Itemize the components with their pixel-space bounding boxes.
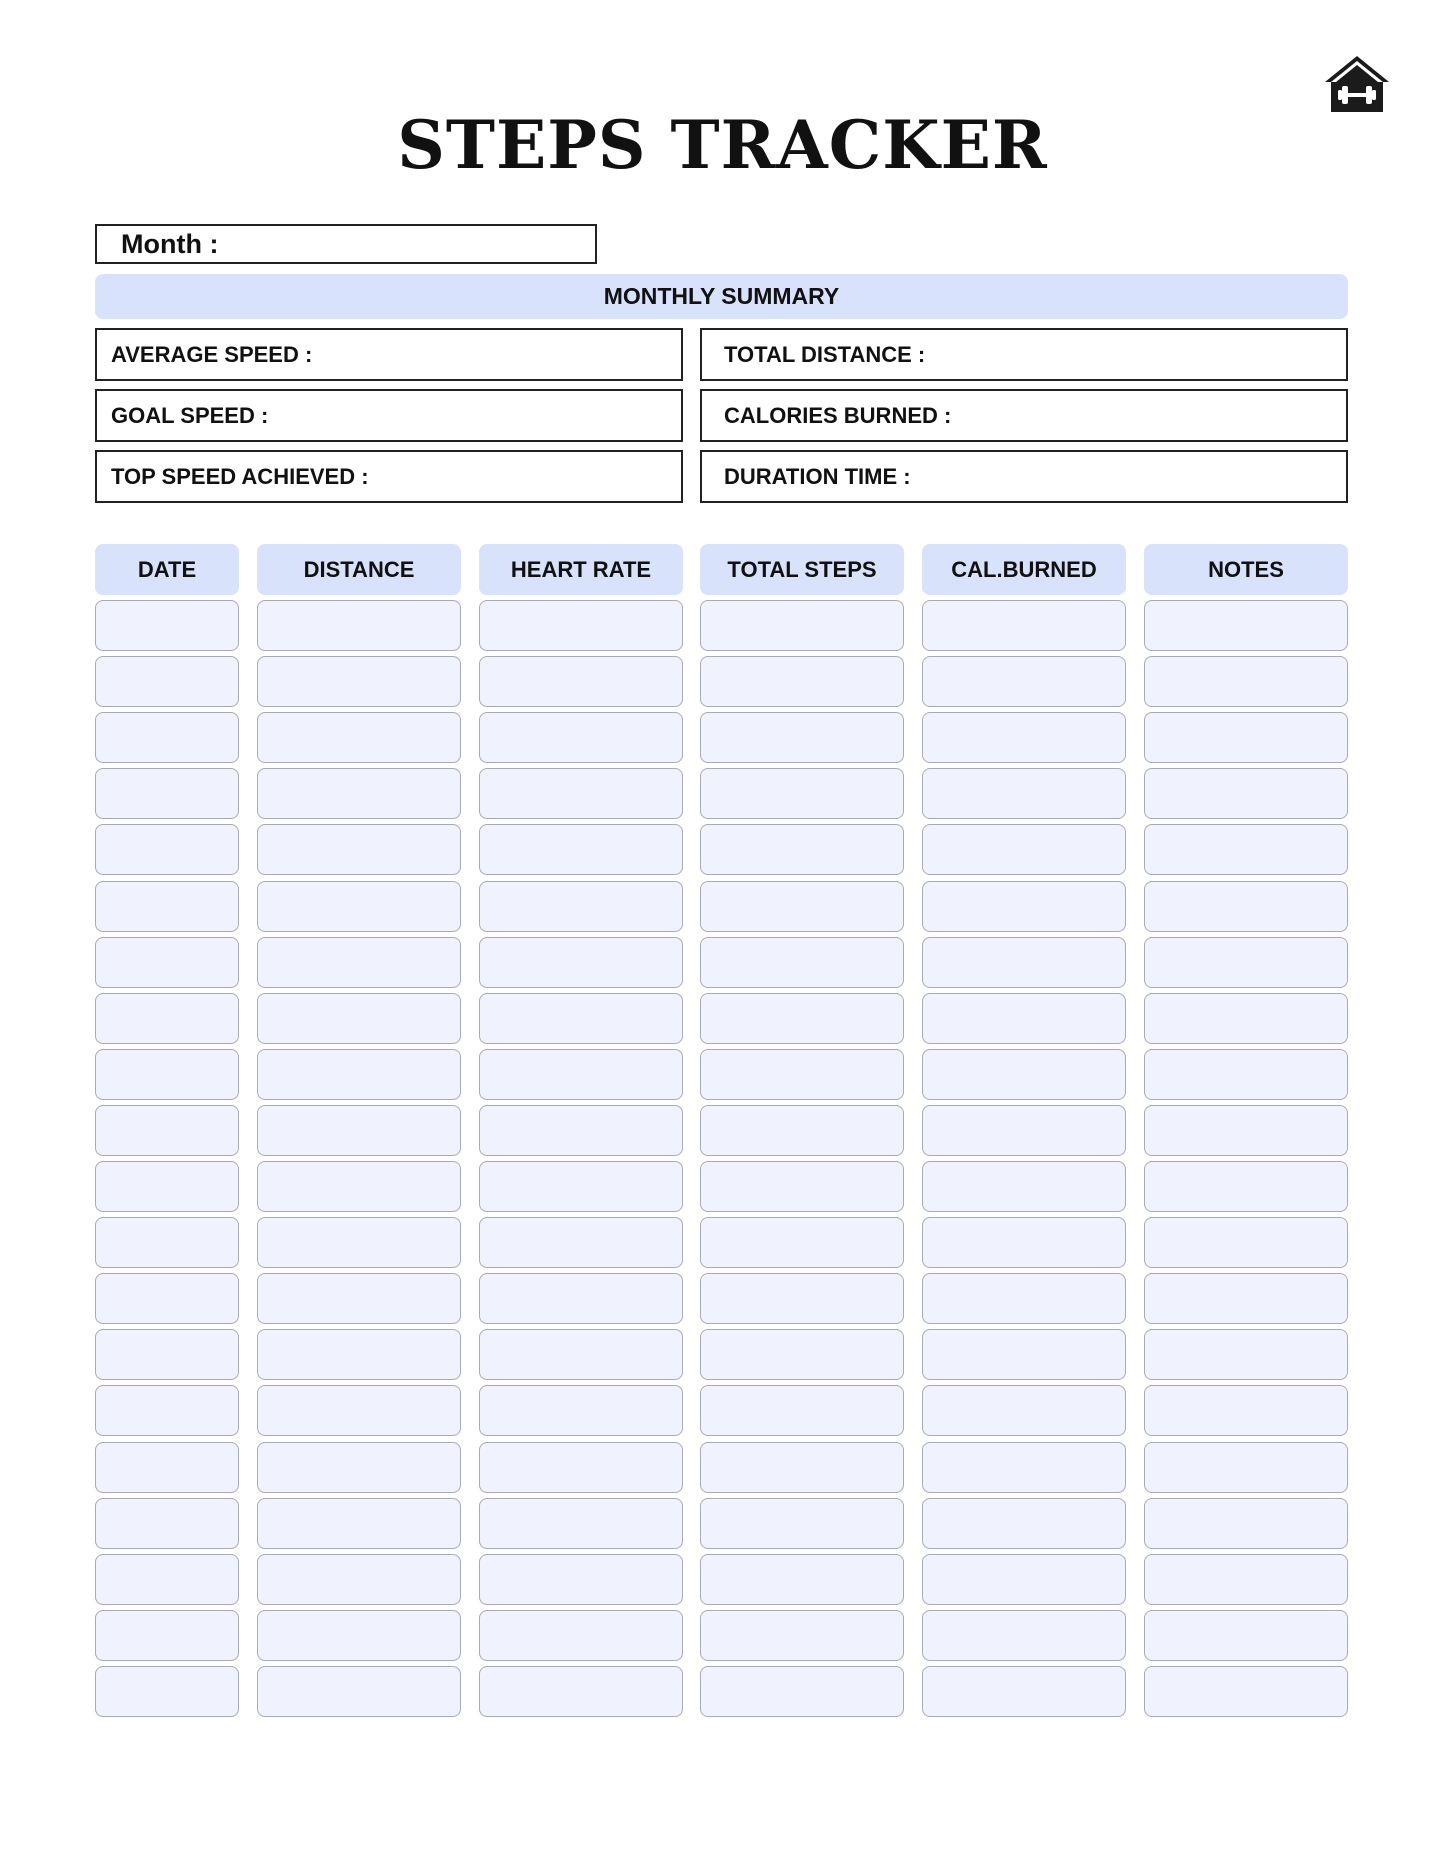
cell-distance[interactable] — [257, 993, 461, 1044]
cell-distance[interactable] — [257, 768, 461, 819]
goal-speed-field[interactable] — [95, 389, 683, 442]
cell-heart-rate[interactable] — [479, 937, 683, 988]
cell-total-steps[interactable] — [700, 1217, 904, 1268]
cell-total-steps[interactable] — [700, 1610, 904, 1661]
cell-cal-burned[interactable] — [922, 1385, 1126, 1436]
average-speed-field[interactable] — [95, 328, 683, 381]
cell-total-steps[interactable] — [700, 1105, 904, 1156]
cell-notes[interactable] — [1144, 824, 1348, 875]
cell-notes[interactable] — [1144, 1498, 1348, 1549]
cell-heart-rate[interactable] — [479, 1610, 683, 1661]
cell-total-steps[interactable] — [700, 881, 904, 932]
cell-cal-burned[interactable] — [922, 1610, 1126, 1661]
cell-heart-rate[interactable] — [479, 1049, 683, 1100]
cell-heart-rate[interactable] — [479, 1554, 683, 1605]
cell-cal-burned[interactable] — [922, 1329, 1126, 1380]
cell-total-steps[interactable] — [700, 993, 904, 1044]
cell-total-steps[interactable] — [700, 1329, 904, 1380]
cell-date[interactable] — [95, 1273, 239, 1324]
cell-distance[interactable] — [257, 1161, 461, 1212]
cell-distance[interactable] — [257, 1554, 461, 1605]
cell-distance[interactable] — [257, 881, 461, 932]
cell-total-steps[interactable] — [700, 712, 904, 763]
cell-distance[interactable] — [257, 1105, 461, 1156]
cell-notes[interactable] — [1144, 1161, 1348, 1212]
cell-total-steps[interactable] — [700, 1666, 904, 1717]
cell-notes[interactable] — [1144, 1329, 1348, 1380]
cell-date[interactable] — [95, 1385, 239, 1436]
cell-date[interactable] — [95, 1666, 239, 1717]
cell-date[interactable] — [95, 1610, 239, 1661]
cell-cal-burned[interactable] — [922, 1498, 1126, 1549]
cell-date[interactable] — [95, 824, 239, 875]
cell-heart-rate[interactable] — [479, 768, 683, 819]
cell-notes[interactable] — [1144, 1666, 1348, 1717]
cell-total-steps[interactable] — [700, 1049, 904, 1100]
cell-cal-burned[interactable] — [922, 656, 1126, 707]
cell-distance[interactable] — [257, 1498, 461, 1549]
cell-total-steps[interactable] — [700, 1554, 904, 1605]
cell-distance[interactable] — [257, 712, 461, 763]
cell-heart-rate[interactable] — [479, 1385, 683, 1436]
cell-notes[interactable] — [1144, 656, 1348, 707]
cell-total-steps[interactable] — [700, 1385, 904, 1436]
total-distance-label: TOTAL DISTANCE : — [724, 341, 926, 367]
cell-notes[interactable] — [1144, 1217, 1348, 1268]
cell-notes[interactable] — [1144, 1273, 1348, 1324]
cell-notes[interactable] — [1144, 937, 1348, 988]
cell-heart-rate[interactable] — [479, 1161, 683, 1212]
month-field[interactable] — [95, 224, 597, 264]
cell-total-steps[interactable] — [700, 1273, 904, 1324]
cell-heart-rate[interactable] — [479, 712, 683, 763]
cell-total-steps[interactable] — [700, 1161, 904, 1212]
cell-date[interactable] — [95, 1554, 239, 1605]
cell-date[interactable] — [95, 600, 239, 651]
duration-time-field[interactable] — [700, 450, 1348, 503]
cell-date[interactable] — [95, 1329, 239, 1380]
cell-total-steps[interactable] — [700, 937, 904, 988]
cell-distance[interactable] — [257, 1329, 461, 1380]
page-title: STEPS TRACKER — [397, 106, 1048, 184]
cell-distance[interactable] — [257, 824, 461, 875]
cell-heart-rate[interactable] — [479, 993, 683, 1044]
cell-total-steps[interactable] — [700, 600, 904, 651]
cell-cal-burned[interactable] — [922, 712, 1126, 763]
cell-cal-burned[interactable] — [922, 1442, 1126, 1493]
cell-distance[interactable] — [257, 656, 461, 707]
cell-date[interactable] — [95, 712, 239, 763]
month-label: Month : — [121, 228, 219, 259]
cell-total-steps[interactable] — [700, 1442, 904, 1493]
cell-cal-burned[interactable] — [922, 1161, 1126, 1212]
cell-notes[interactable] — [1144, 768, 1348, 819]
cell-date[interactable] — [95, 768, 239, 819]
cell-cal-burned[interactable] — [922, 881, 1126, 932]
cell-date[interactable] — [95, 1217, 239, 1268]
cell-cal-burned[interactable] — [922, 1105, 1126, 1156]
column-header-heart-rate: HEART RATE — [479, 544, 683, 595]
cell-distance[interactable] — [257, 1217, 461, 1268]
cell-date[interactable] — [95, 937, 239, 988]
cell-date[interactable] — [95, 881, 239, 932]
cell-cal-burned[interactable] — [922, 1049, 1126, 1100]
cell-heart-rate[interactable] — [479, 881, 683, 932]
cell-date[interactable] — [95, 1105, 239, 1156]
cell-total-steps[interactable] — [700, 656, 904, 707]
cell-distance[interactable] — [257, 1666, 461, 1717]
cell-heart-rate[interactable] — [479, 1217, 683, 1268]
column-header-cal-burned: CAL.BURNED — [922, 544, 1126, 595]
cell-cal-burned[interactable] — [922, 1554, 1126, 1605]
cell-total-steps[interactable] — [700, 768, 904, 819]
cell-notes[interactable] — [1144, 1105, 1348, 1156]
cell-date[interactable] — [95, 1049, 239, 1100]
cell-notes[interactable] — [1144, 712, 1348, 763]
average-speed-label: AVERAGE SPEED : — [111, 341, 313, 367]
cell-distance[interactable] — [257, 1273, 461, 1324]
cell-heart-rate[interactable] — [479, 1442, 683, 1493]
cell-notes[interactable] — [1144, 993, 1348, 1044]
cell-distance[interactable] — [257, 1442, 461, 1493]
top-speed-field[interactable] — [95, 450, 683, 503]
cell-heart-rate[interactable] — [479, 1666, 683, 1717]
cell-distance[interactable] — [257, 600, 461, 651]
cell-cal-burned[interactable] — [922, 1666, 1126, 1717]
cell-cal-burned[interactable] — [922, 1217, 1126, 1268]
cell-date[interactable] — [95, 1442, 239, 1493]
column-header-date: DATE — [95, 544, 239, 595]
cell-heart-rate[interactable] — [479, 1105, 683, 1156]
cell-date[interactable] — [95, 656, 239, 707]
column-header-notes: NOTES — [1144, 544, 1348, 595]
total-distance-field[interactable] — [700, 328, 1348, 381]
cell-notes[interactable] — [1144, 1385, 1348, 1436]
cell-cal-burned[interactable] — [922, 993, 1126, 1044]
duration-time-label: DURATION TIME : — [724, 463, 911, 489]
cell-total-steps[interactable] — [700, 1498, 904, 1549]
cell-notes[interactable] — [1144, 1049, 1348, 1100]
cell-cal-burned[interactable] — [922, 600, 1126, 651]
cell-heart-rate[interactable] — [479, 824, 683, 875]
cell-date[interactable] — [95, 993, 239, 1044]
cell-heart-rate[interactable] — [479, 1498, 683, 1549]
calories-burned-label: CALORIES BURNED : — [724, 402, 952, 428]
cell-notes[interactable] — [1144, 1610, 1348, 1661]
top-speed-label: TOP SPEED ACHIEVED : — [111, 463, 369, 489]
cell-notes[interactable] — [1144, 600, 1348, 651]
monthly-summary-header: MONTHLY SUMMARY — [95, 274, 1348, 319]
cell-notes[interactable] — [1144, 1442, 1348, 1493]
cell-distance[interactable] — [257, 1385, 461, 1436]
cell-notes[interactable] — [1144, 881, 1348, 932]
cell-date[interactable] — [95, 1161, 239, 1212]
cell-notes[interactable] — [1144, 1554, 1348, 1605]
cell-cal-burned[interactable] — [922, 937, 1126, 988]
column-header-distance: DISTANCE — [257, 544, 461, 595]
cell-total-steps[interactable] — [700, 824, 904, 875]
cell-date[interactable] — [95, 1498, 239, 1549]
cell-distance[interactable] — [257, 937, 461, 988]
cell-cal-burned[interactable] — [922, 1273, 1126, 1324]
calories-burned-field[interactable] — [700, 389, 1348, 442]
cell-heart-rate[interactable] — [479, 1273, 683, 1324]
goal-speed-label: GOAL SPEED : — [111, 402, 269, 428]
cell-heart-rate[interactable] — [479, 656, 683, 707]
cell-cal-burned[interactable] — [922, 824, 1126, 875]
cell-cal-burned[interactable] — [922, 768, 1126, 819]
cell-distance[interactable] — [257, 1610, 461, 1661]
cell-heart-rate[interactable] — [479, 600, 683, 651]
column-header-total-steps: TOTAL STEPS — [700, 544, 904, 595]
cell-distance[interactable] — [257, 1049, 461, 1100]
cell-heart-rate[interactable] — [479, 1329, 683, 1380]
